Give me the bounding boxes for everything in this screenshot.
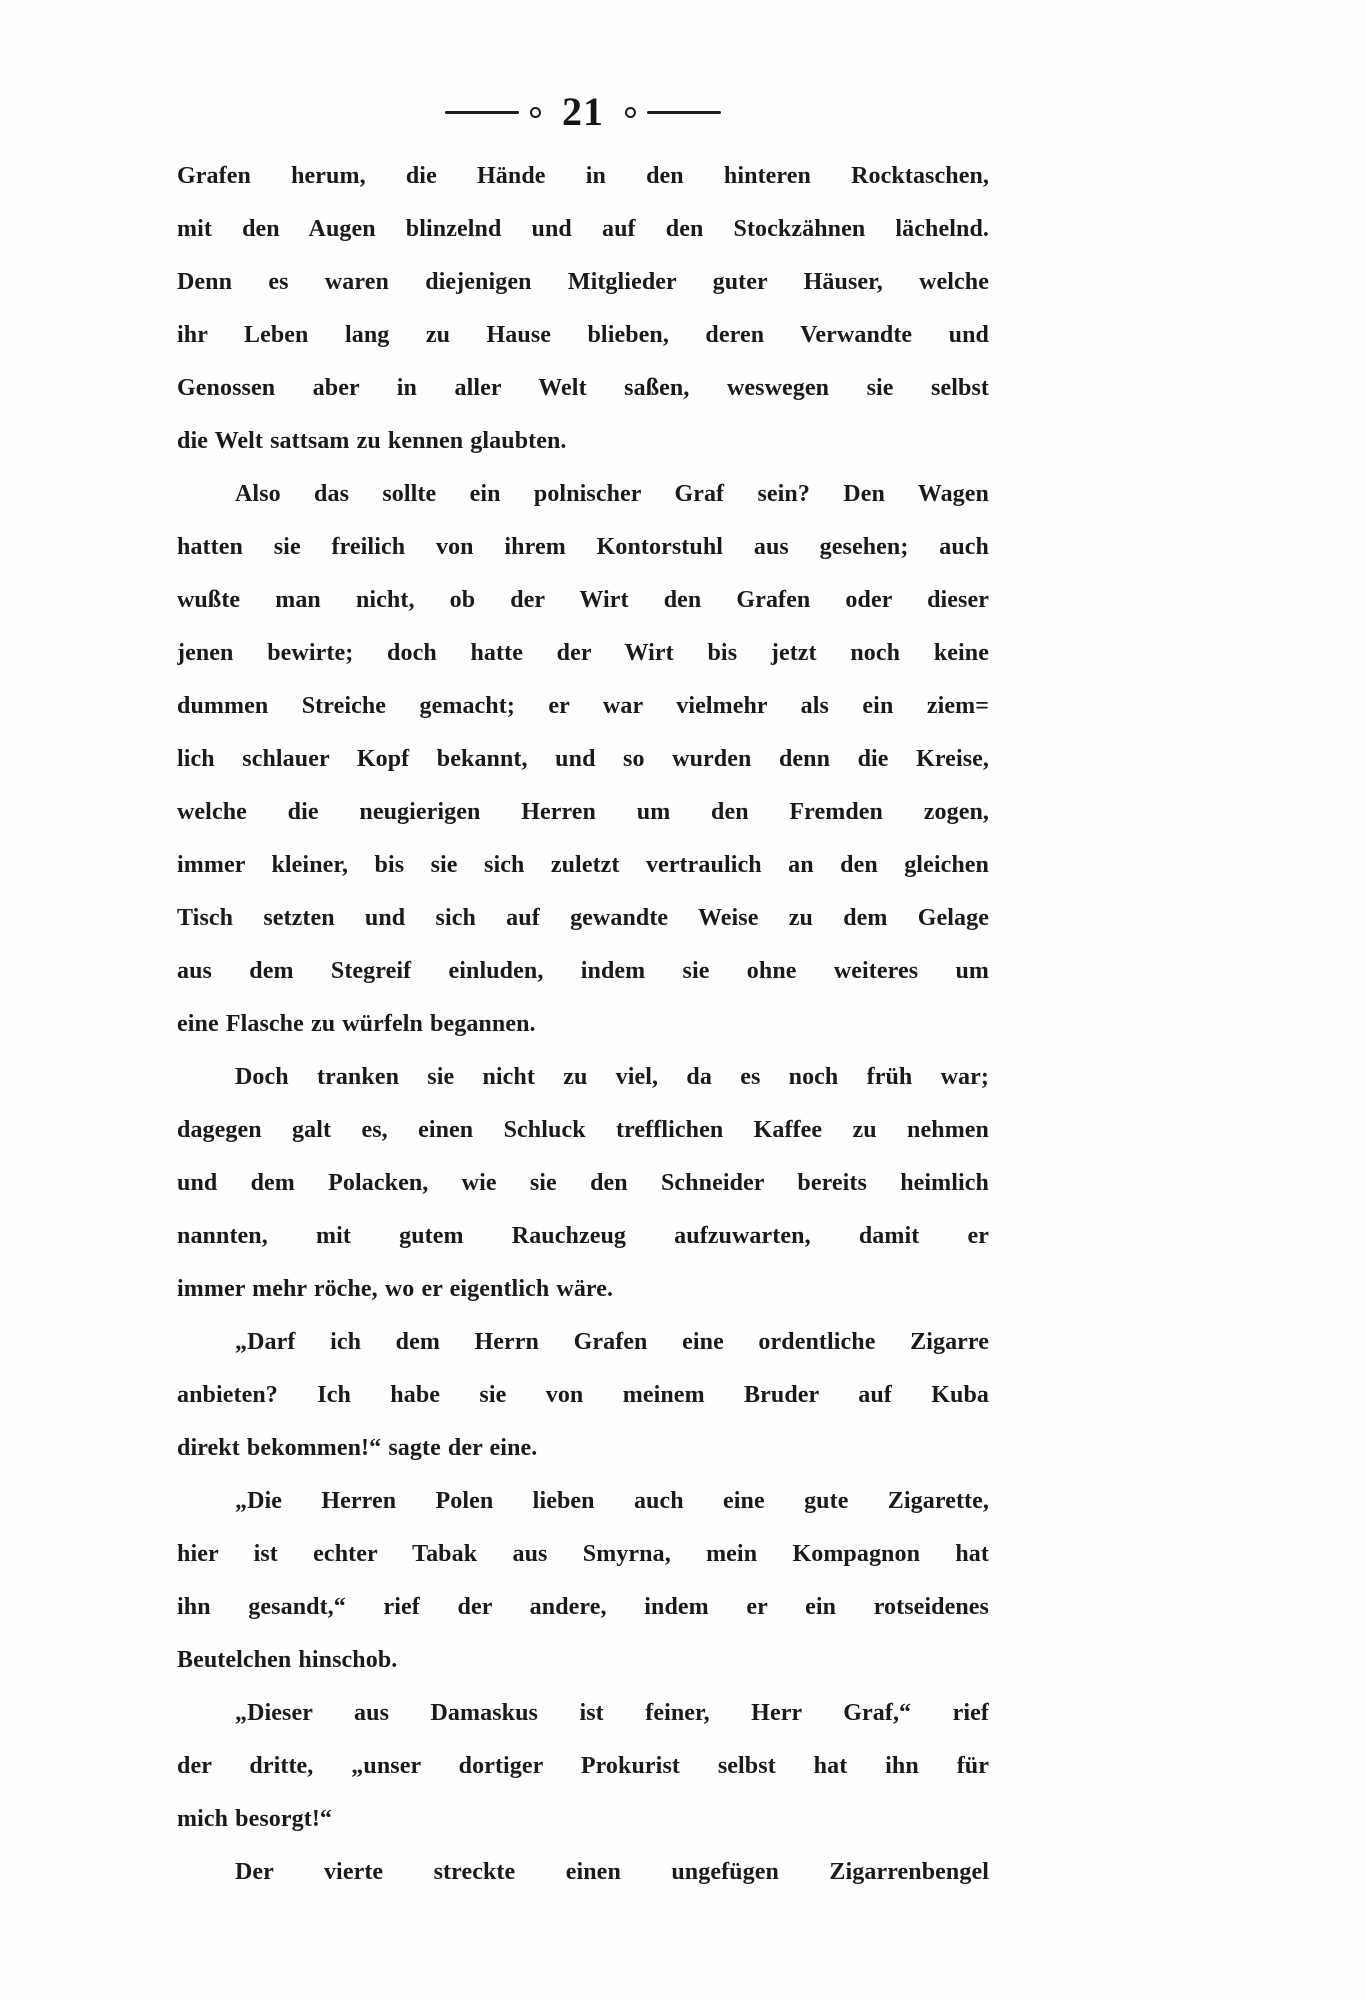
text-line: Doch tranken sie nicht zu viel, da es noch früh war; (235, 1064, 989, 1090)
text-line: der dritte, „unser dortiger Prokurist selbst hat ihn für (177, 1753, 989, 1779)
text-line: eine Flasche zu würfeln begannen. (177, 1011, 536, 1037)
text-line: hier ist echter Tabak aus Smyrna, mein Kompagnon hat (177, 1541, 989, 1567)
page-header (177, 89, 989, 134)
text-line: jenen bewirte; doch hatte der Wirt bis jetzt noch keine (177, 640, 989, 666)
paragraph (177, 1846, 989, 1899)
text-line: Genossen aber in aller Welt saßen, weswegen sie selbst (177, 375, 989, 401)
paragraph (177, 468, 989, 1051)
text-line: mit den Augen blinzelnd und auf den Stockzähnen lächelnd. (177, 216, 989, 242)
text-line: Also das sollte ein polnischer Graf sein? Den Wagen (235, 481, 989, 507)
text-line: die Welt sattsam zu kennen glaubten. (177, 428, 567, 454)
text-line: immer mehr röche, wo er eigentlich wäre. (177, 1276, 614, 1302)
text-line: Tisch setzten und sich auf gewandte Weise zu dem Gelage (177, 905, 989, 931)
text-line: Der vierte streckte einen ungefügen Zigarrenbengel (235, 1859, 989, 1885)
header-ring-left-icon (530, 107, 541, 118)
header-ring-right-icon (625, 107, 636, 118)
text-line: lich schlauer Kopf bekannt, und so wurden denn die Kreise, (177, 746, 989, 772)
text-line: Grafen herum, die Hände in den hinteren Rocktaschen, (177, 163, 989, 189)
text-line: aus dem Stegreif einluden, indem sie ohne weiteres um (177, 958, 989, 984)
paragraph (177, 1051, 989, 1316)
text-line: welche die neugierigen Herren um den Fremden zogen, (177, 799, 989, 825)
text-line: „Die Herren Polen lieben auch eine gute Zigarette, (235, 1488, 989, 1514)
text-line: hatten sie freilich von ihrem Kontorstuhl aus gesehen; auch (177, 534, 989, 560)
text-line: dummen Streiche gemacht; er war vielmehr als ein ziem= (177, 693, 989, 719)
paragraph (177, 1316, 989, 1475)
header-rule-left-icon (445, 111, 519, 114)
text-line: und dem Polacken, wie sie den Schneider bereits heimlich (177, 1170, 989, 1196)
text-line: anbieten? Ich habe sie von meinem Bruder auf Kuba (177, 1382, 989, 1408)
text-line: ihn gesandt,“ rief der andere, indem er ein rotseidenes (177, 1594, 989, 1620)
text-line: Denn es waren diejenigen Mitglieder guter Häuser, welche (177, 269, 989, 295)
text-line: „Dieser aus Damaskus ist feiner, Herr Graf,“ rief (235, 1700, 989, 1726)
page-number: 21 (562, 89, 604, 134)
paragraph (177, 150, 989, 468)
text-line: direkt bekommen!“ sagte der eine. (177, 1435, 538, 1461)
header-rule-right-icon (647, 111, 721, 114)
text-line: mich besorgt!“ (177, 1806, 333, 1832)
text-line: ihr Leben lang zu Hause blieben, deren Verwandte und (177, 322, 989, 348)
text-line: nannten, mit gutem Rauchzeug aufzuwarten, damit er (177, 1223, 989, 1249)
paragraph (177, 1687, 989, 1846)
text-line: immer kleiner, bis sie sich zuletzt vertraulich an den gleichen (177, 852, 989, 878)
text-line: Beutelchen hinschob. (177, 1647, 398, 1673)
paragraph (177, 1475, 989, 1687)
text-line: „Darf ich dem Herrn Grafen eine ordentliche Zigarre (235, 1329, 989, 1355)
text-line: wußte man nicht, ob der Wirt den Grafen oder dieser (177, 587, 989, 613)
text-block (177, 150, 989, 1899)
text-line: dagegen galt es, einen Schluck trefflichen Kaffee zu nehmen (177, 1117, 989, 1143)
